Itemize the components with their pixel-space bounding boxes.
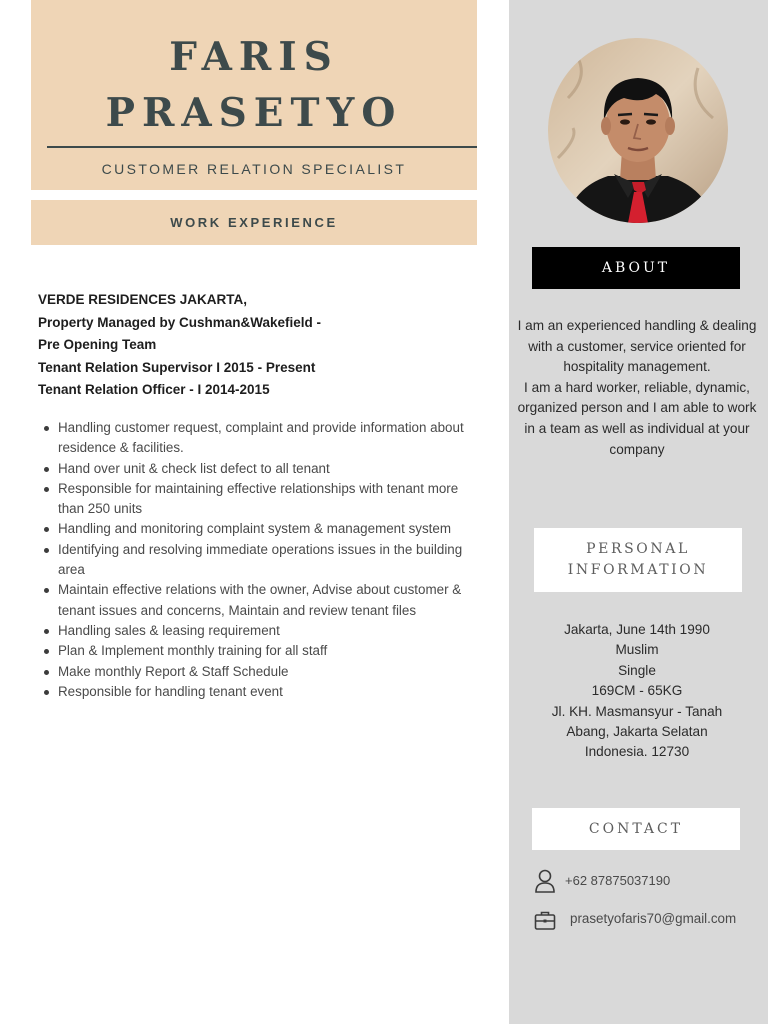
birth-info: Jakarta, June 14th 1990 bbox=[564, 622, 710, 637]
address-line: Jl. KH. Masmansyur - Tanah bbox=[551, 703, 723, 719]
email-address[interactable]: prasetyofaris70@gmail.com bbox=[570, 911, 737, 926]
about-header bbox=[532, 247, 740, 289]
personal-info-list bbox=[517, 620, 757, 763]
job-heading bbox=[38, 289, 478, 402]
duty-item: Identifying and resolving immediate operations issues in the building area bbox=[38, 540, 468, 581]
duty-item: Handling and monitoring complaint system & management system bbox=[38, 519, 468, 539]
company-line: Tenant Relation Supervisor I 2015 - Present bbox=[38, 359, 316, 375]
address-line: Indonesia. 12730 bbox=[584, 744, 690, 760]
job-title: CUSTOMER RELATION SPECIALIST bbox=[101, 161, 407, 177]
duty-item: Responsible for maintaining effective relationships with tenant more than 250 units bbox=[38, 479, 468, 520]
address-line: Abang, Jakarta Selatan bbox=[566, 724, 708, 740]
first-name: FARIS bbox=[169, 34, 339, 80]
company-line: Property Managed by Cushman&Wakefield - bbox=[38, 314, 322, 330]
about-text bbox=[517, 316, 757, 460]
personal-info-title-line2: INFORMATION bbox=[567, 562, 709, 578]
height-weight: 169CM - 65KG bbox=[591, 683, 683, 699]
duty-item: Handling customer request, complaint and provide information about residence & facilities. bbox=[38, 418, 468, 459]
personal-info-title-line1: PERSONAL bbox=[586, 541, 690, 557]
contact-title: CONTACT bbox=[588, 821, 684, 837]
company-line: Tenant Relation Officer - I 2014-2015 bbox=[38, 382, 270, 397]
contact-email bbox=[533, 906, 758, 950]
contact-header bbox=[532, 808, 740, 850]
contact-phone bbox=[533, 868, 753, 896]
phone-number[interactable]: +62 87875037190 bbox=[565, 873, 671, 888]
personal-info-title bbox=[534, 528, 742, 581]
work-experience-header bbox=[31, 200, 477, 245]
about-title: ABOUT bbox=[601, 260, 671, 276]
company-line: Pre Opening Team bbox=[38, 337, 157, 352]
duty-item: Responsible for handling tenant event bbox=[38, 682, 468, 702]
duty-item: Maintain effective relations with the owner, Advise about customer & tenant issues and concerns, Maintain and review tenant files bbox=[38, 580, 468, 621]
company-line: VERDE RESIDENCES JAKARTA, bbox=[38, 292, 248, 307]
duty-item: Handling sales & leasing requirement bbox=[38, 621, 468, 641]
name-header bbox=[31, 0, 477, 190]
personal-info-header bbox=[534, 528, 742, 592]
about-paragraph: I am a hard worker, reliable, dynamic, organized person and I am able to work in a team as well as individual at your company bbox=[517, 379, 757, 457]
last-name: PRASETYO bbox=[105, 90, 403, 136]
briefcase-icon bbox=[533, 908, 557, 932]
profile-photo bbox=[548, 38, 728, 223]
duty-item: Hand over unit & check list defect to all tenant bbox=[38, 459, 468, 479]
person-icon bbox=[533, 868, 557, 894]
profile-photo-illustration bbox=[548, 38, 728, 223]
religion-info: Muslim bbox=[615, 642, 659, 658]
work-experience-title: WORK EXPERIENCE bbox=[170, 215, 338, 230]
duty-item: Plan & Implement monthly training for all staff bbox=[38, 641, 468, 661]
header-divider bbox=[47, 146, 477, 148]
about-paragraph: I am an experienced handling & dealing with a customer, service oriented for hospitality management. bbox=[517, 318, 757, 375]
duties-list bbox=[38, 418, 468, 702]
duty-item: Make monthly Report & Staff Schedule bbox=[38, 662, 468, 682]
marital-status: Single bbox=[618, 662, 656, 678]
